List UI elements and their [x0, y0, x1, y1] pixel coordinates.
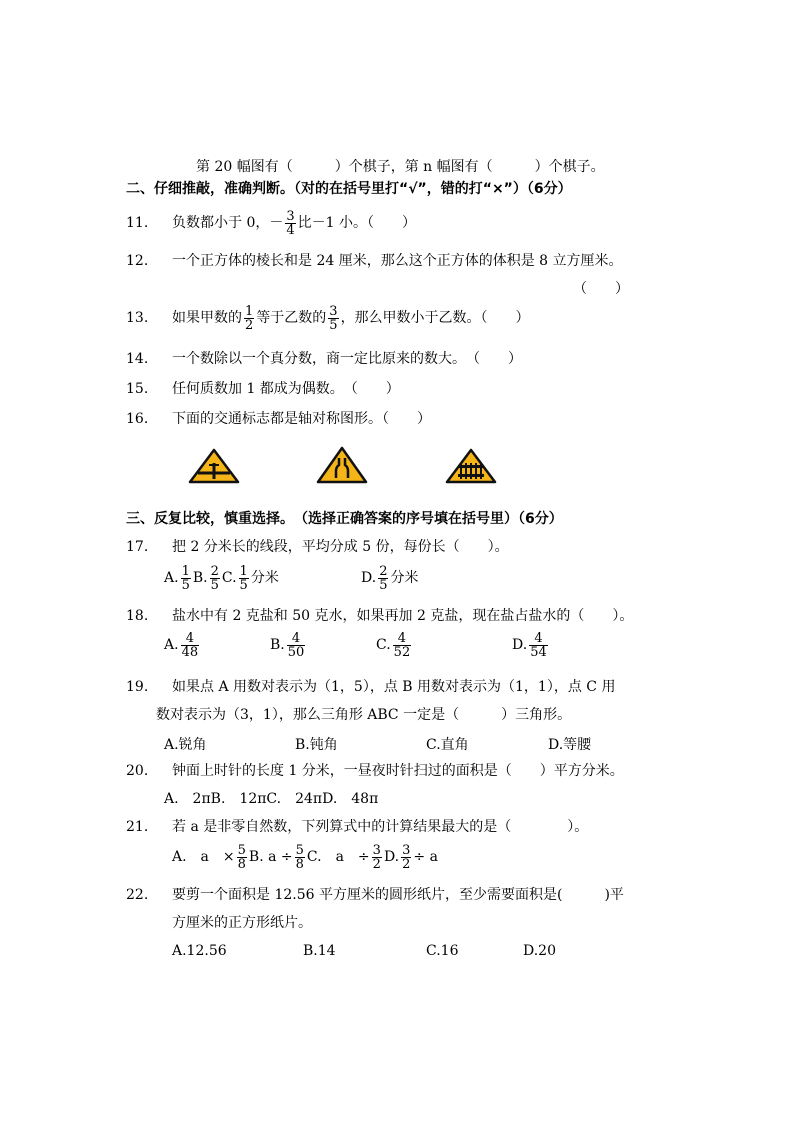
q22-option-a: A.12.56 [172, 943, 227, 959]
q20-options: A. 2πB. 12πC. 24πD. 48π [164, 791, 379, 807]
q18-c-numerator: 4 [393, 632, 412, 646]
q11-number: 11. [126, 215, 149, 231]
q13-text-a: 如果甲数的 [172, 310, 242, 326]
q11-text-b: 比－1 小。（ ） [297, 215, 416, 231]
q22-line-1: 要剪一个面积是 12.56 平方厘米的圆形纸片，至少需要面积是( )平 [172, 887, 624, 903]
section-2-title: 二、仔细推敲，准确判断。（对的在括号里打“√”，错的打“×”）（6分） [126, 181, 572, 197]
q20-number: 20. [126, 763, 149, 779]
q13-number: 13. [126, 310, 149, 326]
sign-narrow-road-icon [316, 446, 368, 484]
q17-d-numerator: 2 [379, 563, 388, 579]
q13-fraction-2-numerator: 3 [329, 303, 338, 319]
q11-fraction-denominator: 4 [286, 222, 295, 238]
q18-option-a-label: A. [164, 637, 179, 653]
question-21 [126, 818, 588, 836]
q18-option-c [376, 630, 413, 660]
q13-fraction-1-denominator: 2 [245, 317, 254, 333]
q19-line-2: 数对表示为（3，1），那么三角形 ABC 一定是（ ）三角形。 [156, 707, 572, 723]
q17-option-c-unit: 分米 [250, 570, 279, 586]
q21-b-denominator: 8 [295, 856, 304, 872]
q12-answer-paren: （ ） [573, 281, 629, 297]
q17-c-numerator: 1 [239, 563, 248, 579]
q18-option-d-label: D. [512, 637, 528, 653]
question-17 [126, 538, 509, 556]
q17-option-c-label: C. [221, 570, 237, 586]
question-12 [126, 252, 623, 270]
q21-c-denominator: 2 [372, 856, 381, 872]
sign-crossroad-icon [188, 448, 240, 484]
q21-number: 21. [126, 819, 149, 835]
q21-options [172, 842, 438, 872]
q17-option-a-label: A. [164, 570, 179, 586]
q21-option-d-label: D. [383, 849, 400, 865]
q20-text: 钟面上时针的长度 1 分米，一昼夜时针扫过的面积是（ ）平方分米。 [172, 763, 624, 779]
q17-a-denominator: 5 [181, 577, 190, 593]
q21-option-a-label: A. a × [172, 849, 235, 865]
q18-number: 18. [126, 608, 149, 624]
q18-a-numerator: 4 [181, 632, 200, 646]
q21-d-numerator: 3 [402, 842, 411, 858]
q21-a-numerator: 5 [237, 842, 246, 858]
question-15 [126, 380, 400, 398]
question-11 [126, 208, 416, 238]
q15-text: 任何质数加 1 都成为偶数。 （ ） [172, 381, 400, 397]
q18-c-denominator: 52 [393, 644, 411, 660]
q13-fraction-1 [244, 305, 254, 332]
question-19 [126, 678, 615, 696]
q19-line-1: 如果点 A 用数对表示为（1，5），点 B 用数对表示为（1，1），点 C 用 [172, 679, 616, 695]
q17-option-d-label: D. [361, 570, 377, 586]
section-3-title: 三、反复比较，慎重选择。 （选择正确答案的序号填在括号里）（6分） [126, 511, 563, 527]
q21-option-c-fraction [372, 844, 382, 871]
q18-a-denominator: 48 [181, 644, 199, 660]
q13-fraction-2-denominator: 5 [329, 317, 338, 333]
question-16 [126, 410, 431, 428]
q17-option-a-fraction [181, 565, 191, 592]
q18-option-b-label: B. [270, 637, 285, 653]
q22-number: 22. [126, 887, 149, 903]
q13-text-b: 等于乙数的 [256, 310, 327, 326]
q17-c-denominator: 5 [239, 577, 248, 593]
top-line: 第 20 幅图有（ ）个棋子，第 n 幅图有（ ）个棋子。 [196, 159, 605, 175]
q18-option-a-fraction [181, 632, 200, 659]
q17-option-d-fraction [378, 565, 388, 592]
q18-option-a [164, 630, 201, 660]
q21-option-d-tail: ÷ a [413, 849, 438, 865]
q17-text: 把 2 分米长的线段，平均分成 5 份，每份长（ ）。 [172, 539, 509, 555]
q11-text-a: 负数都小于 0，－ [172, 215, 284, 231]
q14-text: 一个数除以一个真分数，商一定比原来的数大。 （ ） [172, 351, 522, 367]
q19-option-b: B.钝角 [295, 737, 338, 753]
q19-option-d: D.等腰 [548, 737, 592, 753]
q17-option-c-fraction [239, 565, 249, 592]
q18-option-b-fraction [287, 632, 306, 659]
q21-option-d-fraction [401, 844, 411, 871]
q18-d-denominator: 54 [530, 644, 547, 660]
q18-b-denominator: 50 [287, 644, 305, 660]
q18-option-d [512, 630, 550, 660]
q21-option-c-label: C. a ÷ [306, 849, 370, 865]
q13-fraction-2 [328, 305, 338, 332]
q17-number: 17. [126, 539, 149, 555]
q22-option-b: B.14 [303, 943, 336, 959]
q21-option-a-fraction [237, 844, 247, 871]
q14-number: 14. [126, 351, 149, 367]
q21-a-denominator: 8 [237, 856, 246, 872]
q13-fraction-1-numerator: 1 [245, 303, 254, 319]
question-18 [126, 607, 633, 625]
q13-text-c: ，那么甲数小于乙数。（ ） [340, 310, 530, 326]
q17-option-d [361, 563, 418, 593]
q18-option-c-label: C. [376, 637, 391, 653]
q22-line-2: 方厘米的正方形纸片。 [172, 915, 312, 931]
q17-d-denominator: 5 [379, 577, 388, 593]
q12-text: 一个正方体的棱长和是 24 厘米，那么这个正方体的体积是 8 立方厘米。 [172, 253, 623, 269]
q22-option-c: C.16 [426, 943, 459, 959]
q16-text: 下面的交通标志都是轴对称图形。（ ） [172, 411, 431, 427]
q17-a-numerator: 1 [181, 563, 190, 579]
q18-b-numerator: 4 [287, 632, 306, 646]
q17-b-denominator: 5 [210, 577, 219, 593]
q18-text: 盐水中有 2 克盐和 50 克水，如果再加 2 克盐，现在盐占盐水的（ ）。 [172, 608, 634, 624]
q21-text: 若 a 是非零自然数，下列算式中的计算结果最大的是（ ）。 [172, 819, 589, 835]
q21-option-b-fraction [295, 844, 305, 871]
q17-options [164, 563, 279, 593]
q17-option-b-label: B. [192, 570, 208, 586]
q17-option-d-unit: 分米 [390, 570, 419, 586]
q22-option-d: D.20 [523, 943, 556, 959]
question-14 [126, 350, 522, 368]
q11-fraction-numerator: 3 [286, 208, 295, 224]
q11-fraction [285, 210, 295, 237]
q21-d-denominator: 2 [402, 856, 411, 872]
q15-number: 15. [126, 381, 149, 397]
question-13 [126, 303, 530, 333]
q19-option-c: C.直角 [426, 737, 469, 753]
q17-option-b-fraction [210, 565, 220, 592]
q19-number: 19. [126, 679, 149, 695]
sign-railway-crossing-icon [445, 448, 497, 484]
q16-number: 16. [126, 411, 149, 427]
q21-b-numerator: 5 [295, 842, 304, 858]
q18-option-b [270, 630, 307, 660]
q21-option-b-label: B. a ÷ [248, 849, 293, 865]
q19-option-a: A.锐角 [164, 737, 207, 753]
question-22 [126, 886, 624, 904]
q17-b-numerator: 2 [210, 563, 219, 579]
q18-option-d-fraction [529, 632, 548, 659]
q18-option-c-fraction [393, 632, 412, 659]
question-20 [126, 762, 624, 780]
q21-c-numerator: 3 [372, 842, 381, 858]
q12-number: 12. [126, 253, 149, 269]
q18-d-numerator: 4 [529, 632, 548, 646]
